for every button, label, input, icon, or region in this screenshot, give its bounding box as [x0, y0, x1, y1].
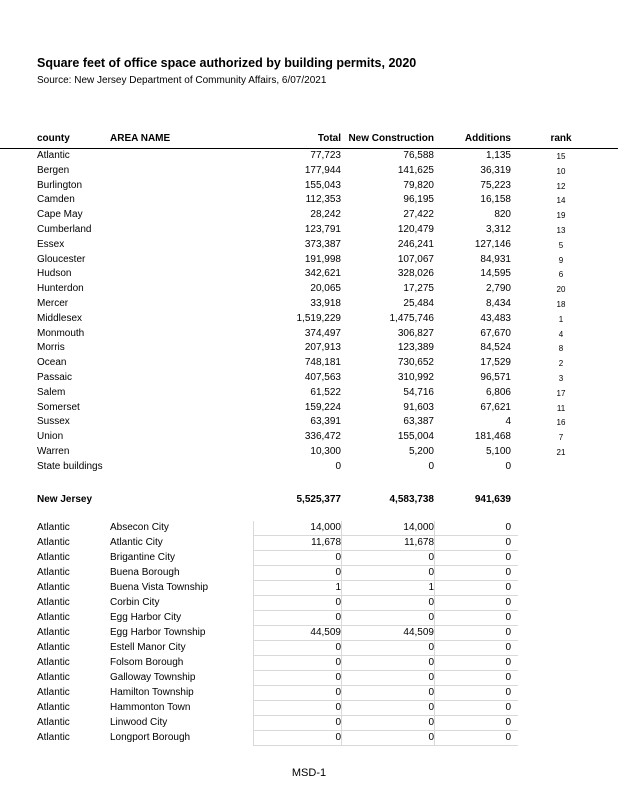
new-construction-cell: 141,625	[397, 164, 434, 176]
additions-cell: 16,158	[480, 194, 511, 206]
table-row	[0, 596, 618, 611]
header-area-name: AREA NAME	[110, 133, 171, 144]
grid-cell	[253, 686, 341, 701]
table-row	[0, 430, 618, 445]
additions-cell: 14,595	[480, 268, 511, 280]
total-cell: 112,353	[305, 194, 341, 206]
new-construction-cell: 63,387	[403, 416, 434, 428]
grid-cell	[253, 701, 341, 716]
area-name-cell: Linwood City	[110, 717, 168, 728]
rank-cell: 3	[558, 374, 564, 383]
additions-cell: 0	[505, 642, 511, 653]
county-cell: Essex	[37, 238, 65, 250]
table-row	[0, 415, 618, 430]
additions-cell: 181,468	[474, 431, 511, 443]
county-cell: Atlantic	[37, 732, 70, 743]
table-row	[0, 164, 618, 179]
new-construction-cell: 155,004	[397, 431, 434, 443]
table-row	[0, 445, 618, 460]
grid-cell	[341, 566, 434, 581]
additions-cell: 0	[505, 582, 511, 593]
total-cell: 0	[335, 460, 341, 472]
total-cell: 207,913	[304, 342, 341, 354]
additions-cell: 43,483	[480, 312, 511, 324]
additions-cell: 67,670	[480, 327, 511, 339]
county-cell: Middlesex	[37, 312, 83, 324]
header-new-construction: New Construction	[348, 133, 434, 144]
table-row	[0, 267, 618, 282]
rank-cell: 10	[556, 166, 566, 176]
table-row	[0, 386, 618, 401]
grid-cell	[253, 671, 341, 686]
table-row	[0, 460, 618, 475]
rank-cell: 14	[556, 196, 566, 206]
total-cell: 0	[335, 552, 341, 563]
table-row	[0, 521, 618, 536]
rank-cell: 13	[556, 226, 566, 235]
table-row	[0, 536, 618, 551]
grid-cell	[253, 656, 341, 671]
grid-cell	[253, 596, 341, 611]
county-cell: Mercer	[37, 298, 69, 309]
table-row	[0, 686, 618, 701]
header-additions: Additions	[464, 133, 511, 144]
grid-cell	[341, 716, 434, 731]
new-construction-cell: 120,479	[397, 224, 434, 235]
table-row	[0, 581, 618, 596]
rank-cell: 4	[558, 329, 564, 339]
additions-cell: 3,312	[485, 224, 511, 235]
new-construction-cell: 14,000	[403, 522, 434, 533]
additions-cell: 0	[505, 460, 511, 472]
area-name-cell: Galloway Township	[110, 672, 196, 683]
total-cell: 10,300	[310, 446, 341, 457]
header-county: county	[37, 133, 70, 144]
table-row	[0, 282, 618, 297]
county-cell: Bergen	[37, 164, 70, 176]
page-title: Square feet of office space authorized by building permits, 2020	[37, 56, 417, 70]
area-name-cell: Atlantic City	[110, 537, 163, 548]
county-cell: Union	[37, 431, 64, 443]
additions-cell: 0	[505, 702, 511, 713]
table-row	[0, 611, 618, 626]
county-cell: Atlantic	[37, 537, 70, 548]
new-construction-cell: 1	[428, 582, 434, 593]
table-row	[0, 716, 618, 731]
state-total-additions: 941,639	[474, 494, 511, 505]
grid-cell	[341, 611, 434, 626]
additions-cell: 0	[505, 672, 511, 683]
county-cell: Hudson	[37, 268, 72, 280]
county-cell: Atlantic	[37, 717, 70, 728]
additions-cell: 0	[505, 717, 511, 728]
new-construction-cell: 0	[428, 672, 434, 683]
additions-cell: 0	[505, 687, 511, 698]
source-note: Source: New Jersey Department of Community Affairs, 6/07/2021	[37, 75, 327, 86]
additions-cell: 8,434	[485, 298, 511, 309]
rank-cell: 2	[558, 359, 564, 369]
area-name-cell: Folsom Borough	[110, 657, 184, 668]
total-cell: 0	[335, 717, 341, 728]
county-cell: Atlantic	[37, 567, 70, 578]
table-row	[0, 208, 618, 223]
new-construction-cell: 1,475,746	[389, 312, 434, 324]
total-cell: 63,391	[310, 416, 341, 428]
header-rank: rank	[550, 133, 572, 144]
additions-cell: 0	[505, 552, 511, 563]
new-construction-cell: 79,820	[403, 179, 434, 191]
rank-cell: 8	[558, 344, 564, 354]
additions-cell: 0	[505, 537, 511, 548]
new-construction-cell: 306,827	[397, 327, 434, 339]
county-cell: Warren	[37, 446, 70, 457]
total-cell: 61,522	[310, 386, 341, 398]
rank-cell: 15	[556, 152, 566, 161]
additions-cell: 96,571	[480, 372, 511, 383]
state-total-new: 4,583,738	[389, 494, 434, 505]
table-row	[0, 371, 618, 386]
new-construction-cell: 0	[428, 732, 434, 743]
county-cell: Ocean	[37, 357, 67, 369]
area-name-cell: Longport Borough	[110, 732, 191, 743]
table-row	[0, 253, 618, 268]
new-construction-cell: 27,422	[403, 209, 434, 221]
new-construction-cell: 5,200	[408, 446, 434, 457]
table-row	[0, 312, 618, 327]
total-cell: 177,944	[304, 164, 341, 176]
total-cell: 373,387	[304, 238, 341, 250]
county-cell: Atlantic	[37, 657, 70, 668]
grid-cell	[341, 641, 434, 656]
area-name-cell: Buena Vista Township	[110, 582, 209, 593]
total-cell: 44,509	[310, 627, 341, 638]
area-name-cell: Egg Harbor City	[110, 612, 182, 623]
new-construction-cell: 17,275	[403, 283, 434, 295]
table-row	[0, 626, 618, 641]
new-construction-cell: 0	[428, 717, 434, 728]
grid-cell	[341, 551, 434, 566]
total-cell: 155,043	[304, 179, 341, 191]
new-construction-cell: 0	[428, 687, 434, 698]
area-name-cell: Hammonton Town	[110, 702, 191, 713]
additions-cell: 17,529	[480, 357, 511, 369]
total-cell: 123,791	[304, 224, 341, 235]
grid-cell	[341, 686, 434, 701]
new-construction-cell: 54,716	[403, 386, 434, 398]
table-row	[0, 356, 618, 371]
county-cell: Atlantic	[37, 612, 70, 623]
additions-cell: 6,806	[485, 386, 511, 398]
grid-cell	[253, 566, 341, 581]
table-row	[0, 223, 618, 238]
grid-cell	[341, 701, 434, 716]
county-cell: Atlantic	[37, 582, 70, 593]
area-name-cell: Estell Manor City	[110, 642, 186, 653]
new-construction-cell: 328,026	[397, 268, 434, 280]
county-cell: Monmouth	[37, 327, 85, 339]
grid-cell	[253, 731, 341, 746]
rank-cell: 11	[556, 403, 566, 413]
total-cell: 14,000	[310, 522, 341, 533]
total-cell: 1	[335, 582, 341, 593]
county-cell: Passaic	[37, 372, 73, 383]
table-row	[0, 731, 618, 746]
county-cell: Hunterdon	[37, 283, 84, 295]
new-construction-cell: 0	[428, 597, 434, 608]
area-name-cell: Buena Borough	[110, 567, 180, 578]
table-row	[0, 701, 618, 716]
rank-cell: 12	[556, 181, 566, 191]
new-construction-cell: 76,588	[403, 150, 434, 161]
new-construction-cell: 0	[428, 642, 434, 653]
additions-cell: 1,135	[485, 150, 511, 161]
new-construction-cell: 246,241	[397, 238, 434, 250]
county-cell: Gloucester	[37, 253, 86, 265]
new-construction-cell: 0	[428, 552, 434, 563]
additions-cell: 0	[505, 567, 511, 578]
area-name-cell: Brigantine City	[110, 552, 176, 563]
new-construction-cell: 96,195	[403, 194, 434, 206]
new-construction-cell: 25,484	[403, 298, 434, 309]
new-construction-cell: 0	[428, 567, 434, 578]
additions-cell: 75,223	[480, 179, 511, 191]
additions-cell: 36,319	[480, 164, 511, 176]
grid-cell	[253, 611, 341, 626]
table-row	[0, 149, 618, 164]
total-cell: 342,621	[304, 268, 341, 280]
page-footer: MSD-1	[291, 767, 327, 779]
county-cell: Atlantic	[37, 702, 70, 713]
additions-cell: 0	[505, 522, 511, 533]
table-row	[0, 656, 618, 671]
new-construction-cell: 310,992	[397, 372, 434, 383]
total-cell: 0	[335, 612, 341, 623]
county-cell: Sussex	[37, 416, 70, 428]
grid-cell	[341, 596, 434, 611]
additions-cell: 67,621	[480, 401, 511, 413]
grid-cell	[253, 641, 341, 656]
rank-cell: 19	[556, 211, 566, 221]
additions-cell: 0	[505, 612, 511, 623]
total-cell: 407,563	[304, 372, 341, 383]
total-cell: 0	[335, 642, 341, 653]
state-total-row	[0, 493, 618, 508]
county-cell: Cape May	[37, 209, 83, 221]
grid-cell	[341, 671, 434, 686]
header-total: Total	[317, 133, 341, 144]
state-total-label: New Jersey	[37, 494, 93, 505]
total-cell: 0	[335, 702, 341, 713]
new-construction-cell: 0	[428, 702, 434, 713]
total-cell: 28,242	[310, 209, 341, 221]
additions-cell: 2,790	[485, 283, 511, 295]
new-construction-cell: 0	[428, 612, 434, 623]
additions-cell: 820	[494, 209, 511, 221]
total-cell: 20,065	[310, 283, 341, 295]
additions-cell: 4	[505, 416, 511, 428]
rank-cell: 17	[556, 388, 566, 398]
county-cell: Atlantic	[37, 552, 70, 563]
area-name-cell: Absecon City	[110, 522, 169, 533]
rank-cell: 7	[558, 433, 564, 443]
rank-cell: 18	[556, 300, 566, 309]
new-construction-cell: 730,652	[397, 357, 434, 369]
rank-cell: 6	[558, 270, 564, 280]
new-construction-cell: 0	[428, 657, 434, 668]
area-name-cell: Corbin City	[110, 597, 160, 608]
county-cell: Somerset	[37, 401, 80, 413]
rank-cell: 20	[556, 285, 566, 295]
county-cell: Atlantic	[37, 642, 70, 653]
new-construction-cell: 44,509	[403, 627, 434, 638]
state-total-total: 5,525,377	[296, 494, 341, 505]
county-cell: Camden	[37, 194, 75, 206]
county-cell: Atlantic	[37, 627, 70, 638]
table-row	[0, 179, 618, 194]
total-cell: 0	[335, 672, 341, 683]
table-row	[0, 566, 618, 581]
total-cell: 374,497	[304, 327, 341, 339]
additions-cell: 84,931	[480, 253, 511, 265]
table-row	[0, 193, 618, 208]
table-row	[0, 671, 618, 686]
county-cell: Cumberland	[37, 224, 92, 235]
total-cell: 191,998	[304, 253, 341, 265]
table-row	[0, 641, 618, 656]
table-row	[0, 401, 618, 416]
county-cell: Atlantic	[37, 150, 70, 161]
grid-cell	[341, 656, 434, 671]
total-cell: 0	[335, 567, 341, 578]
total-cell: 1,519,229	[296, 312, 341, 324]
total-cell: 0	[335, 597, 341, 608]
total-cell: 11,678	[311, 537, 341, 548]
new-construction-cell: 0	[428, 460, 434, 472]
additions-cell: 127,146	[474, 238, 511, 250]
new-construction-cell: 107,067	[397, 253, 434, 265]
table-row	[0, 341, 618, 356]
table-row	[0, 551, 618, 566]
rank-cell: 21	[556, 448, 566, 457]
additions-cell: 0	[505, 657, 511, 668]
county-cell: Atlantic	[37, 687, 70, 698]
rank-cell: 16	[556, 418, 566, 428]
county-cell: Morris	[37, 342, 65, 354]
additions-cell: 0	[505, 627, 511, 638]
new-construction-cell: 11,678	[404, 537, 434, 548]
total-cell: 748,181	[304, 357, 341, 369]
additions-cell: 84,524	[480, 342, 511, 354]
table-row	[0, 238, 618, 253]
new-construction-cell: 123,389	[397, 342, 434, 354]
table-header	[0, 132, 618, 149]
rank-cell: 1	[558, 314, 564, 324]
county-cell: State buildings	[37, 460, 103, 472]
county-cell: Atlantic	[37, 672, 70, 683]
grid-cell	[253, 551, 341, 566]
grid-cell	[341, 581, 434, 596]
area-name-cell: Egg Harbor Township	[110, 627, 206, 638]
county-cell: Burlington	[37, 179, 83, 191]
total-cell: 33,918	[310, 298, 341, 309]
total-cell: 77,723	[310, 150, 341, 161]
grid-cell	[253, 581, 341, 596]
additions-cell: 0	[505, 597, 511, 608]
additions-cell: 5,100	[485, 446, 511, 457]
total-cell: 0	[335, 732, 341, 743]
total-cell: 0	[335, 687, 341, 698]
area-name-cell: Hamilton Township	[110, 687, 194, 698]
table-row	[0, 327, 618, 342]
total-cell: 0	[335, 657, 341, 668]
new-construction-cell: 91,603	[403, 401, 434, 413]
grid-cell	[253, 716, 341, 731]
grid-cell	[341, 731, 434, 746]
county-cell: Atlantic	[37, 522, 70, 533]
total-cell: 336,472	[304, 431, 341, 443]
rank-cell: 5	[558, 240, 564, 250]
rank-cell: 9	[558, 255, 564, 265]
county-cell: Atlantic	[37, 597, 70, 608]
county-cell: Salem	[37, 386, 66, 398]
table-row	[0, 297, 618, 312]
additions-cell: 0	[505, 732, 511, 743]
total-cell: 159,224	[304, 401, 341, 413]
